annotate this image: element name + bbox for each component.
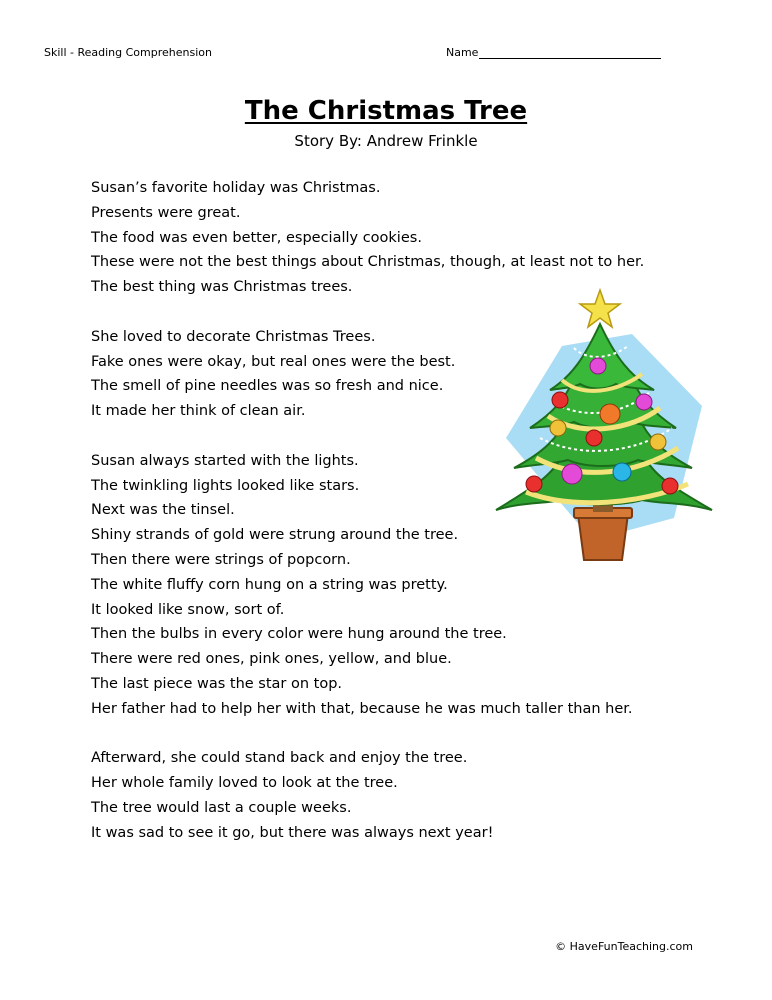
story-line: These were not the best things about Christmas, though, at least not to her. — [91, 254, 645, 271]
paragraph-1 — [91, 176, 691, 300]
christmas-tree-icon — [492, 288, 714, 564]
ornament — [590, 358, 606, 374]
ornament — [552, 392, 568, 408]
story-line: Afterward, she could stand back and enjoy the tree. — [91, 750, 468, 767]
story-line: There were red ones, pink ones, yellow, and blue. — [91, 651, 452, 668]
story-line: Next was the tinsel. — [91, 502, 235, 519]
story-line: Then there were strings of popcorn. — [91, 551, 351, 568]
ornament — [526, 476, 542, 492]
ornament — [586, 430, 602, 446]
copyright-footer: © HaveFunTeaching.com — [555, 940, 693, 953]
star — [580, 290, 620, 327]
ornament — [550, 420, 566, 436]
story-line: Shiny strands of gold were strung around the tree. — [91, 527, 459, 544]
story-line: It looked like snow, sort of. — [91, 601, 285, 618]
story-line: Susan’s favorite holiday was Christmas. — [91, 180, 381, 196]
story-line: The best thing was Christmas trees. — [91, 279, 353, 296]
story-line: Her whole family loved to look at the tree. — [91, 775, 398, 792]
paragraph-4 — [91, 746, 691, 845]
ornament — [562, 464, 582, 484]
story-line: Then the bulbs in every color were hung around the tree. — [91, 626, 507, 643]
name-blank-line[interactable] — [479, 46, 661, 59]
story-line: Fake ones were okay, but real ones were the best. — [91, 353, 456, 370]
skill-label: Skill - Reading Comprehension — [44, 46, 212, 59]
ornament — [600, 404, 620, 424]
name-field[interactable] — [446, 46, 661, 59]
ornament — [613, 463, 631, 481]
story-line: Presents were great. — [91, 204, 241, 221]
story-line: Susan always started with the lights. — [91, 452, 359, 469]
story-author: Story By: Andrew Frinkle — [294, 132, 478, 150]
story-line: She loved to decorate Christmas Trees. — [91, 328, 376, 345]
pot — [578, 514, 628, 560]
story-line: It made her think of clean air. — [91, 403, 306, 420]
name-label: Name — [446, 46, 479, 59]
story-line: The white fluffy corn hung on a string was pretty. — [91, 576, 448, 593]
story-line: Her father had to help her with that, because he was much taller than her. — [91, 700, 633, 717]
story-line: The tree would last a couple weeks. — [91, 799, 352, 816]
story-line: The twinkling lights looked like stars. — [91, 477, 360, 494]
story-line: The last piece was the star on top. — [91, 675, 343, 692]
story-line: The smell of pine needles was so fresh and nice. — [91, 378, 444, 395]
story-line: The food was even better, especially cookies. — [91, 229, 422, 246]
ornament — [636, 394, 652, 410]
ornament — [662, 478, 678, 494]
paragraph-gap — [91, 722, 691, 747]
story-line: It was sad to see it go, but there was always next year! — [91, 824, 494, 841]
ornament — [650, 434, 666, 450]
story-title: The Christmas Tree — [244, 96, 528, 126]
